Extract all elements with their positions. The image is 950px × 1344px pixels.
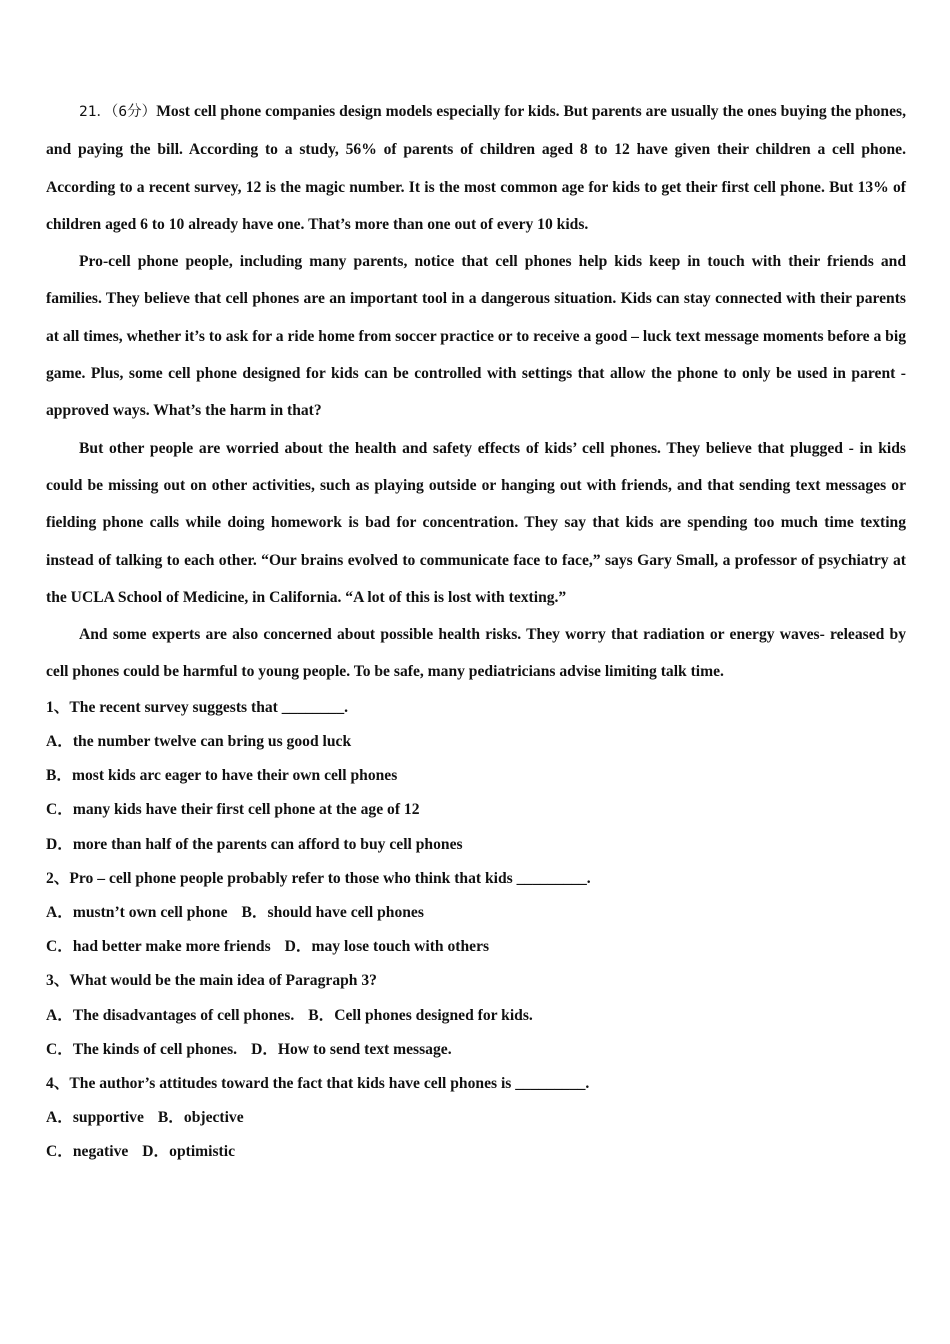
option-line	[46, 930, 906, 964]
option-d: D．optimistic	[142, 1143, 235, 1161]
option-b: B．most kids arc eager to have their own cell phones	[46, 767, 398, 785]
document-page	[46, 93, 906, 1170]
question-4	[46, 1067, 906, 1170]
passage-paragraph-2: Pro-cell phone people, including many parents, notice that cell phones help kids keep in touch with their friends and families. They believe that cell phones are an important tool in a dangerous situation. Kids can stay connected with their parents at all times, whether it’s to ask for a ride home from soccer practice or to receive a good – luck text message moments before a big game. Plus, some cell phone designed for kids can be controlled with settings that allow the phone to only be used in parent - approved ways. What’s the harm in that?	[46, 253, 906, 420]
option-line	[46, 1101, 906, 1135]
option-a: A．The disadvantages of cell phones.	[46, 1006, 295, 1024]
option-b: B．Cell phones designed for kids.	[308, 1006, 533, 1024]
passage-paragraph-3: But other people are worried about the health and safety effects of kids’ cell phones. They believe that plugged - in kids could be missing out on other activities, such as playing outside or hanging out with friends, and that sending text messages or fielding phone calls while doing homework is bad for concentration. They say that kids are spending too much time texting instead of talking to each other. “Our brains evolved to communicate face to face,” says Gary Small, a professor of psychiatry at the UCLA School of Medicine, in California. “A lot of this is lost with texting.”	[46, 439, 906, 606]
question-stem: 1、The recent survey suggests that ________.	[46, 698, 349, 716]
option-line	[46, 896, 906, 930]
option-a: A．mustn’t own cell phone	[46, 903, 228, 921]
option-d: D．How to send text message.	[251, 1040, 452, 1058]
option-a: A．the number twelve can bring us good luck	[46, 732, 352, 750]
reading-passage	[46, 93, 906, 691]
question-stem: 2、Pro – cell phone people probably refer to those who think that kids _________.	[46, 869, 591, 887]
option-line	[46, 759, 906, 793]
option-c: C．The kinds of cell phones.	[46, 1040, 238, 1058]
paragraph-text: Most cell phone companies design models especially for kids. But parents are usually the ones buying the phones, and paying the bill. According to a study, 56% of parents of children aged 8 to 12 have given their children a cell phone. According to a recent survey, 12 is the magic number. It is the most common age for kids to get their first cell phone. But 13% of children aged 6 to 10 already have one. That’s more than one out of every 10 kids.	[46, 103, 906, 233]
question-stem: 3、What would be the main idea of Paragraph 3?	[46, 972, 377, 990]
question-2	[46, 862, 906, 965]
option-c: C．had better make more friends	[46, 938, 271, 956]
option-line	[46, 1135, 906, 1169]
option-d: D．may lose touch with others	[284, 938, 490, 956]
option-b: B．objective	[157, 1109, 244, 1127]
option-line	[46, 999, 906, 1033]
question-stem: 4、The author’s attitudes toward the fact that kids have cell phones is _________.	[46, 1074, 590, 1092]
option-c: C．negative	[46, 1143, 129, 1161]
option-c: C．many kids have their first cell phone at the age of 12	[46, 801, 420, 819]
option-a: A．supportive	[46, 1109, 144, 1127]
option-b: B．should have cell phones	[241, 903, 424, 921]
option-d: D．more than half of the parents can afford to buy cell phones	[46, 835, 463, 853]
option-line	[46, 725, 906, 759]
option-line	[46, 793, 906, 827]
passage-paragraph-1	[46, 93, 906, 243]
passage-paragraph-4: And some experts are also concerned about possible health risks. They worry that radiation or energy waves- released by cell phones could be harmful to young people. To be safe, many pediatricians advise limiting talk time.	[46, 626, 906, 681]
question-number: 21．（6分）	[79, 104, 157, 120]
question-3	[46, 964, 906, 1067]
question-1	[46, 691, 906, 862]
option-line	[46, 1033, 906, 1067]
option-line	[46, 828, 906, 862]
